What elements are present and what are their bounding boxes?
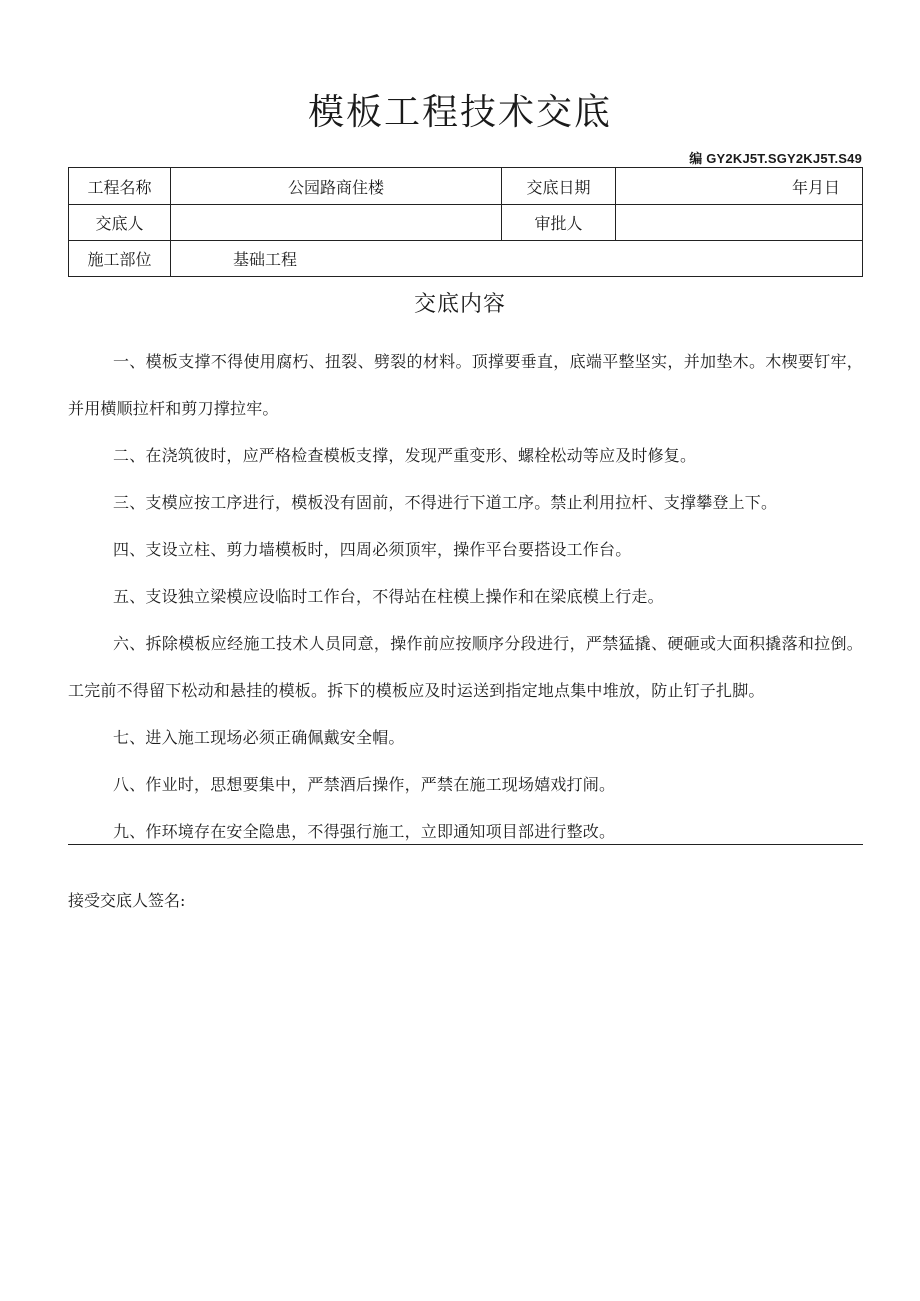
document-code: 编 GY2KJ5T.SGY2KJ5T.S49: [689, 151, 862, 166]
briefer-value: [171, 205, 502, 241]
briefer-label: 交底人: [69, 205, 171, 241]
table-row: [69, 241, 863, 277]
list-item: 一、模板支撑不得使用腐朽、扭裂、劈裂的材料。顶撑要垂直，底端平整坚实，并加垫木。木楔要钉牢，并用横顺拉杆和剪刀撑拉牢。: [68, 352, 863, 418]
list-item: 三、支模应按工序进行，模板没有固前，不得进行下道工序。禁止利用拉杆、支撑攀登上下。: [113, 493, 778, 512]
project-name-value: 公园路商住楼: [171, 168, 502, 205]
section-title: 交底内容: [413, 292, 506, 317]
list-item: 二、在浇筑彼时，应严格检查模板支撑，发现严重变形、螺栓松动等应及时修复。: [113, 446, 697, 465]
list-item: 四、支设立柱、剪力墙模板时，四周必须顶牢，操作平台要搭设工作台。: [113, 540, 632, 559]
table-row: [69, 168, 863, 205]
list-item: 八、作业时，思想要集中，严禁酒后操作，严禁在施工现场嬉戏打闹。: [113, 775, 616, 794]
content-divider: [68, 844, 863, 845]
list-item: 五、支设独立梁模应设临时工作台，不得站在柱模上操作和在梁底模上行走。: [113, 587, 664, 606]
approver-label: 审批人: [502, 205, 616, 241]
project-name-label: 工程名称: [69, 168, 171, 205]
briefing-content: [68, 338, 863, 855]
list-item: 七、进入施工现场必须正确佩戴安全帽。: [113, 728, 405, 747]
location-label: 施工部位: [69, 241, 171, 277]
date-label: 交底日期: [502, 168, 616, 205]
signature-label: 接受交底人签名:: [68, 891, 186, 910]
page-title: 模板工程技术交底: [307, 92, 612, 133]
table-row: [69, 205, 863, 241]
date-value: 年月日: [616, 168, 863, 205]
approver-value: [616, 205, 863, 241]
project-info-table: [68, 167, 863, 277]
list-item: 九、作环境存在安全隐患，不得强行施工，立即通知项目部进行整改。: [113, 822, 616, 841]
list-item: 六、拆除模板应经施工技术人员同意，操作前应按顺序分段进行，严禁猛撬、硬砸或大面积撬落和拉倒。工完前不得留下松动和悬挂的模板。拆下的模板应及时运送到指定地点集中堆放，防止钉子扎脚。: [68, 634, 863, 700]
location-value: 基础工程: [171, 241, 863, 277]
